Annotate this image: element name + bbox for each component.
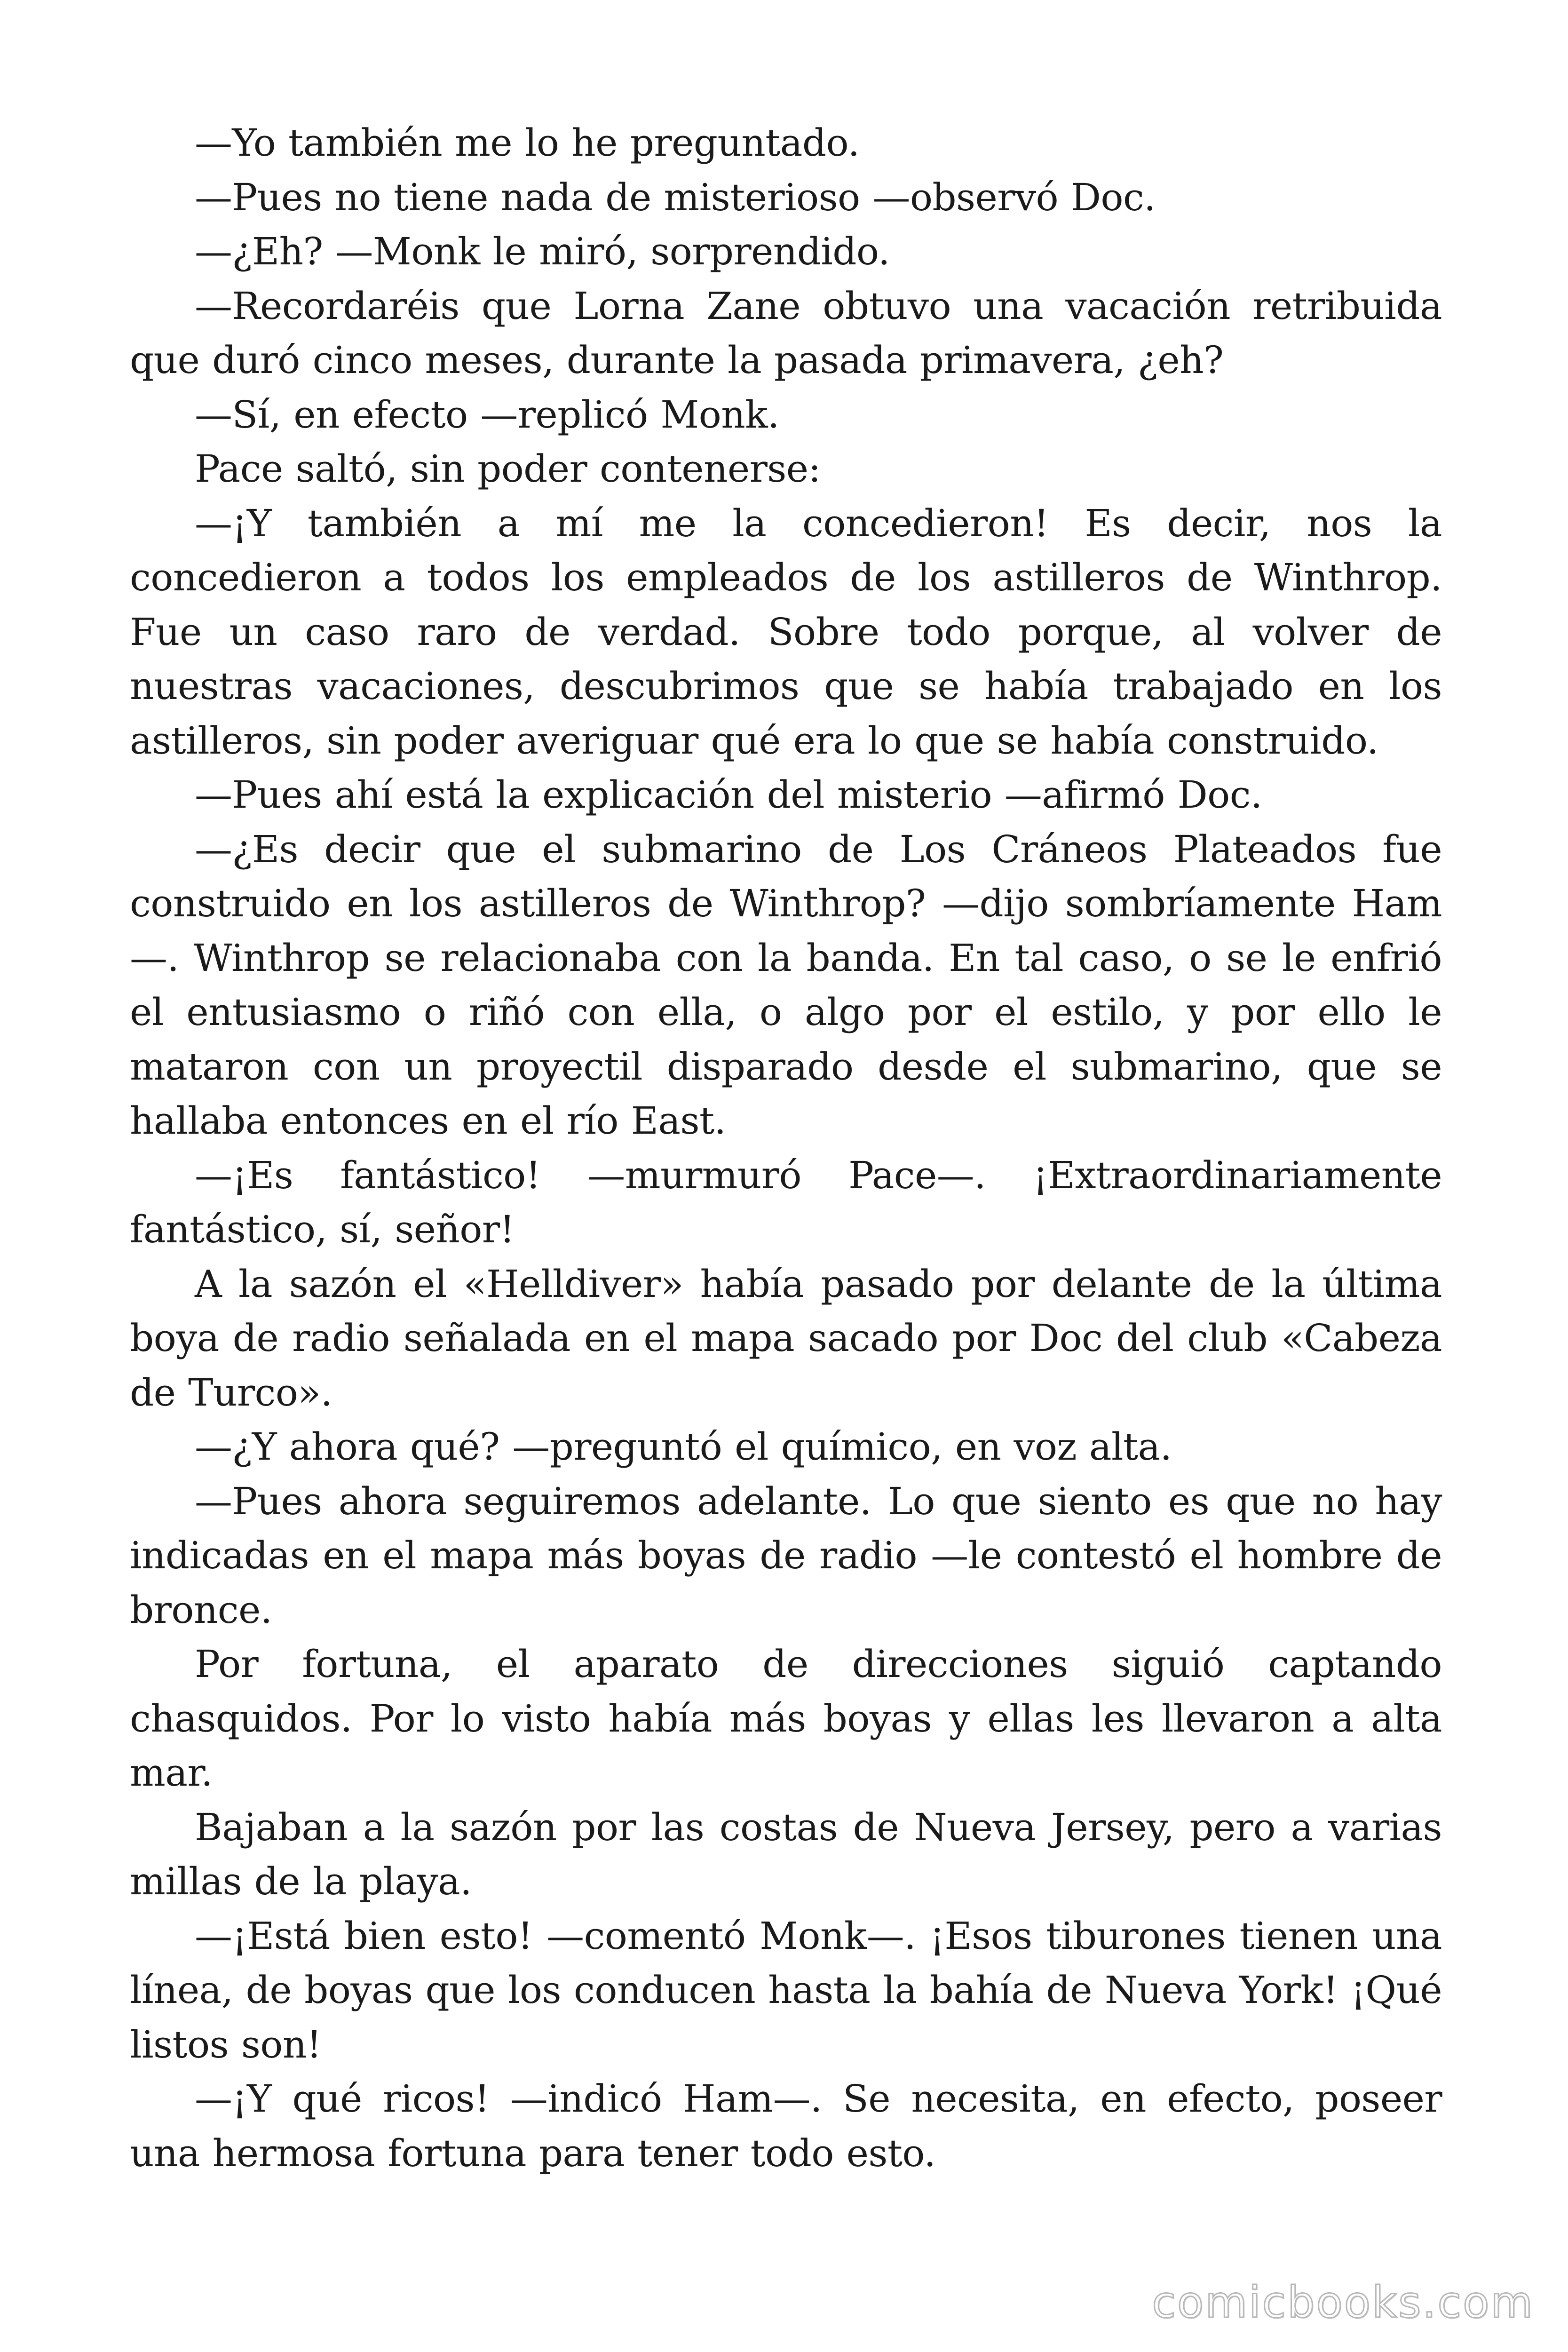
paragraph: —Pues ahí está la explicación del misterio —afirmó Doc. — [195, 773, 1262, 817]
paragraph: Pace saltó, sin poder contenerse: — [195, 447, 821, 491]
watermark: comicbooks.com — [1152, 2277, 1534, 2328]
paragraph: —¿Y ahora qué? —preguntó el químico, en voz alta. — [195, 1425, 1172, 1469]
paragraph: —¿Eh? —Monk le miró, sorprendido. — [195, 230, 890, 273]
paragraph: —¡Y también a mí me la concedieron! Es decir, nos la concedieron a todos los empleados de los astilleros de Winthrop. Fue un caso raro de verdad. Sobre todo porque, al volver de nuestras vacaciones, descubrimos que se había trabajado en los astilleros, sin poder averiguar qué era lo que se había construido. — [130, 501, 1442, 763]
page-body — [130, 116, 1442, 2180]
paragraph: —¿Es decir que el submarino de Los Cráneos Plateados fue construido en los astilleros de Winthrop? —dijo sombríamente Ham —. Winthrop se relacionaba con la banda. En tal caso, o se le enfrió el entusiasmo o riñó con ella, o algo por el estilo, y por ello le mataron con un proyectil disparado desde el submarino, que se hallaba entonces en el río East. — [130, 827, 1442, 1143]
paragraph: —¡Está bien esto! —comentó Monk—. ¡Esos tiburones tienen una línea, de boyas que los conducen hasta la bahía de Nueva York! ¡Qué listos son! — [130, 1914, 1442, 2066]
paragraph: A la sazón el «Helldiver» había pasado por delante de la última boya de radio señalada en el mapa sacado por Doc del club «Cabeza de Turco». — [130, 1262, 1442, 1414]
paragraph: Por fortuna, el aparato de direcciones siguió captando chasquidos. Por lo visto había más boyas y ellas les llevaron a alta mar. — [130, 1642, 1442, 1795]
paragraph: —Pues ahora seguiremos adelante. Lo que siento es que no hay indicadas en el mapa más boyas de radio —le contestó el hombre de bronce. — [130, 1479, 1442, 1632]
paragraph: —Recordaréis que Lorna Zane obtuvo una vacación retribuida que duró cinco meses, durante la pasada primavera, ¿eh? — [130, 284, 1442, 382]
paragraph: —Yo también me lo he preguntado. — [195, 121, 860, 165]
paragraph: Bajaban a la sazón por las costas de Nueva Jersey, pero a varias millas de la playa. — [130, 1805, 1442, 1903]
paragraph: —¡Y qué ricos! —indicó Ham—. Se necesita, en efecto, poseer una hermosa fortuna para tener todo esto. — [130, 2077, 1442, 2175]
paragraph: —Sí, en efecto —replicó Monk. — [195, 392, 779, 437]
paragraph: —¡Es fantástico! —murmuró Pace—. ¡Extraordinariamente fantástico, sí, señor! — [130, 1153, 1442, 1251]
paragraph: —Pues no tiene nada de misterioso —observó Doc. — [195, 175, 1156, 219]
